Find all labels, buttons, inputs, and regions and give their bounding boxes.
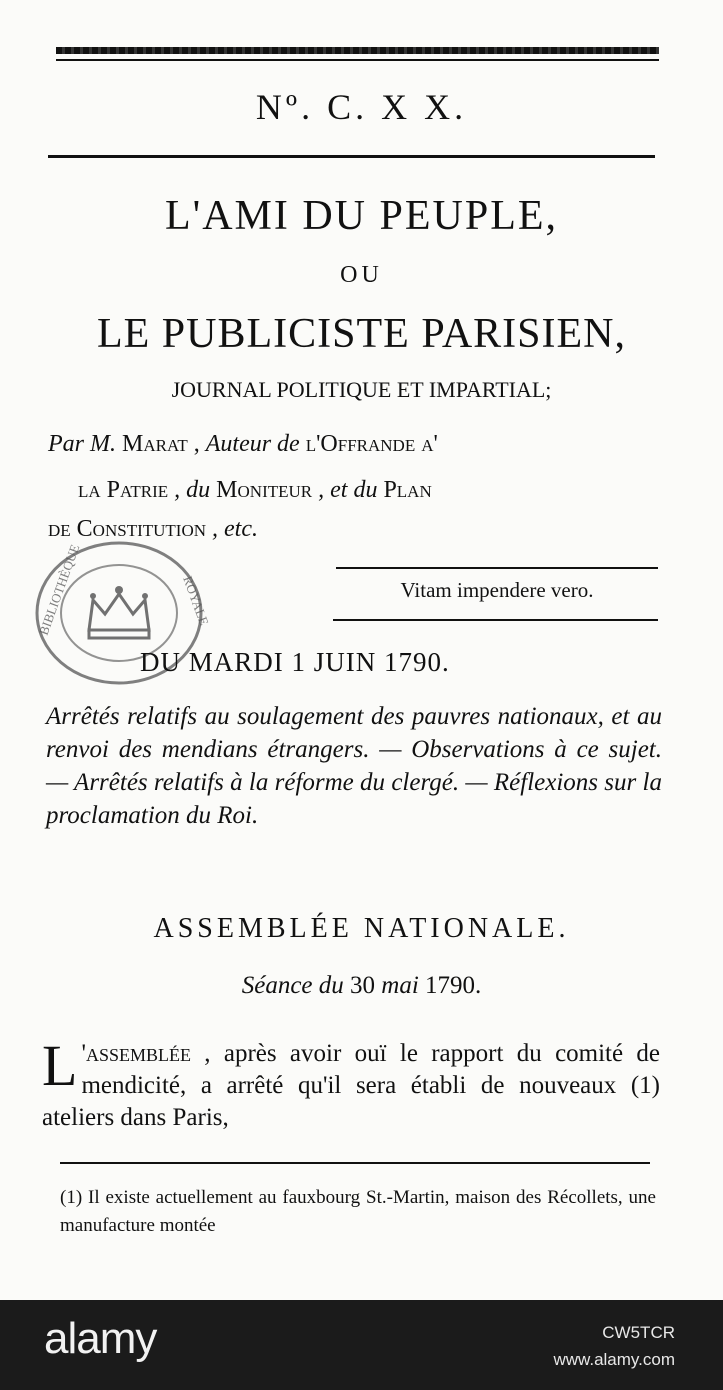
footnote-divider	[60, 1162, 650, 1164]
byline-offrande: l'Offrande a'	[305, 431, 438, 457]
byline-etc: , etc.	[206, 516, 258, 542]
header-divider	[48, 155, 655, 158]
body-rest: , après avoir ouï le rapport du comité de mendicité, a arrêté qu'il sera établi de nouveaux (1) ateliers dans Paris,	[42, 1040, 661, 1131]
byline-line-2	[78, 477, 432, 504]
session-year: 1790.	[425, 972, 482, 999]
title-conjunction: OU	[340, 262, 383, 288]
byline-auteur: Auteur de	[205, 431, 300, 457]
journal-description: JOURNAL POLITIQUE ET IMPARTIAL;	[171, 377, 552, 402]
body-lead: 'assemblée	[81, 1040, 191, 1067]
section-heading: ASSEMBLÉE NATIONALE.	[153, 913, 570, 944]
footnote: (1) Il existe actuellement au fauxbourg St.-Martin, maison des Récollets, une manufacture montée	[60, 1187, 656, 1236]
drop-cap: L	[42, 1033, 78, 1098]
byline-author-name: Marat	[122, 431, 188, 457]
watermark-url: www.alamy.com	[553, 1350, 675, 1369]
byline-moniteur: Moniteur	[216, 477, 313, 503]
session-month: mai	[381, 972, 419, 999]
session-prefix: Séance du	[241, 972, 344, 999]
byline-de: de	[48, 516, 71, 542]
newspaper-subtitle: LE PUBLICISTE PARISIEN,	[97, 311, 626, 357]
body-paragraph	[42, 1033, 661, 1134]
top-border-rule	[56, 59, 659, 61]
byline-etdu: , et du	[312, 477, 384, 503]
byline-line-1	[48, 431, 438, 458]
motto-top-rule	[336, 567, 658, 569]
session-date	[0, 972, 723, 1000]
issue-date: DU MARDI 1 JUIN 1790.	[140, 647, 450, 677]
watermark-logo: alamy	[44, 1314, 157, 1363]
stamp-text-right: ROYALE	[180, 573, 212, 628]
session-day: 30	[350, 972, 376, 999]
byline-du: , du	[168, 477, 217, 503]
stamp-text-left: BIBLIOTHÈQUE	[35, 542, 83, 638]
byline-constitution: Constitution	[76, 516, 206, 542]
watermark-image-id: CW5TCR	[602, 1323, 675, 1342]
byline-plan: Plan	[383, 477, 432, 503]
top-border-ornament	[56, 47, 659, 54]
crown-icon	[89, 586, 149, 638]
motto-bottom-rule	[333, 619, 658, 621]
byline-par: Par M.	[48, 431, 116, 457]
newspaper-title: L'AMI DU PEUPLE,	[164, 193, 559, 239]
issue-summary: Arrêtés relatifs au soulagement des pauvres nationaux, et au renvoi des mendians étrangers. — Observations à ce sujet. — Arrêtés relatifs à la réforme du clergé. — Réflexions sur la proclamation du Roi.	[46, 703, 662, 829]
issue-number: Nº. C. X X.	[255, 87, 468, 127]
byline-sep: ,	[187, 431, 206, 457]
byline-patrie: la Patrie	[78, 477, 169, 503]
motto: Vitam impendere vero.	[400, 578, 594, 602]
